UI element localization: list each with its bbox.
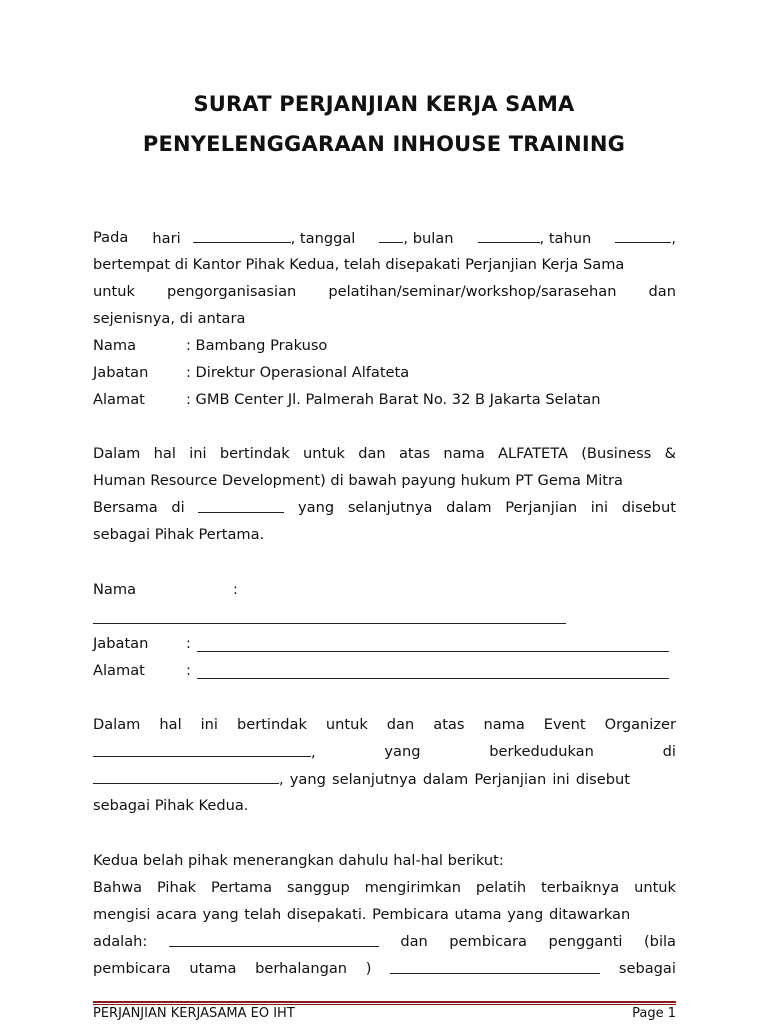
p4-line-5 <box>93 959 676 979</box>
word: di <box>171 499 185 516</box>
word: yang <box>384 743 421 760</box>
footer <box>93 1006 676 1021</box>
party1-name-row <box>93 336 676 356</box>
p3-line-3 <box>93 769 676 790</box>
p4-line-4 <box>93 932 676 952</box>
p1-line-1 <box>93 228 676 249</box>
p2-line-3 <box>93 498 676 518</box>
name-label: Nama <box>93 337 137 354</box>
eo-location-blank[interactable] <box>93 769 279 784</box>
word: , <box>671 230 676 247</box>
word: dan <box>648 283 676 300</box>
title-line-1: SURAT PERJANJIAN KERJA SAMA <box>193 92 575 116</box>
p1-line-2: bertempat di Kantor Pihak Kedua, telah disepakati Perjanjian Kerja Sama <box>93 256 625 273</box>
word: selanjutnya <box>347 499 433 516</box>
word: hal <box>159 716 182 733</box>
word: Bersama <box>93 499 158 516</box>
main-speaker-blank[interactable] <box>169 932 379 947</box>
substitute-speaker-blank[interactable] <box>390 959 600 974</box>
title-line-2: PENYELENGGARAAN INHOUSE TRAINING <box>142 132 626 156</box>
p3-line-4: sebagai Pihak Kedua. <box>93 797 249 814</box>
p4-line-1: Kedua belah pihak menerangkan dahulu hal-hal berikut: <box>93 852 504 869</box>
word: Dalam <box>93 445 141 462</box>
word: Pada <box>93 229 129 246</box>
word: mengirimkan <box>364 879 462 896</box>
word: terbaiknya <box>540 879 620 896</box>
word: untuk <box>303 445 345 462</box>
word: Organizer <box>604 716 676 733</box>
word: di <box>662 743 676 760</box>
p4-line-2 <box>93 878 676 898</box>
party2-name-row <box>93 580 676 600</box>
position-value: : Direktur Operasional Alfateta <box>186 364 410 381</box>
word: Event <box>543 716 586 733</box>
word: Pertama <box>210 879 273 896</box>
word: ini <box>200 716 218 733</box>
word: (bila <box>643 933 676 950</box>
word: sanggup <box>286 879 350 896</box>
p4-line-3: mengisi acara yang telah disepakati. Pembicara utama yang ditawarkan <box>93 906 631 923</box>
word: pelatih <box>475 879 527 896</box>
p1-line-3 <box>93 282 676 302</box>
tahun-group <box>615 228 676 249</box>
word: dan <box>358 445 386 462</box>
page-number: Page 1 <box>632 1006 676 1021</box>
word: dan <box>400 933 428 950</box>
colon: : <box>186 635 191 652</box>
word: dan <box>386 716 415 733</box>
word: ini <box>189 445 207 462</box>
word: disebut <box>621 499 676 516</box>
word: hari <box>152 230 181 247</box>
word: , tahun <box>539 230 592 247</box>
word: untuk <box>634 879 676 896</box>
word: bertindak <box>236 716 307 733</box>
name-value: : Bambang Prakuso <box>186 337 328 354</box>
address-label: Alamat <box>93 662 145 679</box>
position-blank[interactable] <box>197 637 669 652</box>
name-blank[interactable] <box>93 609 566 624</box>
word: pengorganisasian <box>166 283 297 300</box>
address-blank[interactable] <box>197 664 669 679</box>
location-blank[interactable] <box>198 498 284 513</box>
word: pelatihan/seminar/workshop/sarasehan <box>328 283 617 300</box>
line-text: , yang selanjutnya dalam Perjanjian ini disebut <box>279 771 630 788</box>
p3-line-2 <box>93 742 676 763</box>
position-label: Jabatan <box>93 635 149 652</box>
word: berhalangan <box>255 960 348 977</box>
word: bertindak <box>219 445 290 462</box>
word: , tanggal <box>290 230 356 247</box>
p3-line-1 <box>93 715 676 735</box>
bulan-group <box>478 228 592 249</box>
word: ) <box>365 960 372 977</box>
word: untuk <box>325 716 368 733</box>
word: Dalam <box>93 716 141 733</box>
eo-name-group <box>93 742 316 763</box>
p1-line-4: sejenisnya, di antara <box>93 310 246 327</box>
word: Perjanjian <box>505 499 578 516</box>
word: ALFATETA <box>498 445 568 462</box>
address-label: Alamat <box>93 391 145 408</box>
word: pembicara <box>93 960 171 977</box>
word: , bulan <box>403 230 454 247</box>
word: atas <box>398 445 431 462</box>
party1-position-row <box>93 363 676 383</box>
word: (Business <box>581 445 652 462</box>
eo-name-blank[interactable] <box>93 742 311 757</box>
address-value: : GMB Center Jl. Palmerah Barat No. 32 B Jakarta Selatan <box>186 391 601 408</box>
month-blank[interactable] <box>478 228 540 243</box>
word: nama <box>443 445 485 462</box>
word: Bahwa <box>93 879 143 896</box>
word: & <box>664 445 676 462</box>
word: yang <box>298 499 335 516</box>
p2-line-4: sebagai Pihak Pertama. <box>93 526 265 543</box>
word: berkedudukan <box>489 743 594 760</box>
p2-line-2: Human Resource Development) di bawah payung hukum PT Gema Mitra <box>93 472 623 489</box>
word: , <box>311 744 316 761</box>
word: atas <box>433 716 465 733</box>
hari-group <box>152 228 355 249</box>
word: nama <box>483 716 525 733</box>
word: pembicara <box>449 933 527 950</box>
tanggal-group <box>379 228 453 249</box>
word: adalah: <box>93 933 148 950</box>
footer-title: PERJANJIAN KERJASAMA EO IHT <box>93 1006 295 1021</box>
word: sebagai <box>618 960 676 977</box>
colon: : <box>186 662 191 679</box>
word: untuk <box>93 283 135 300</box>
word: pengganti <box>548 933 623 950</box>
colon: : <box>233 581 238 598</box>
word: Pihak <box>156 879 197 896</box>
name-label: Nama <box>93 581 137 598</box>
p2-line-1 <box>93 444 676 464</box>
word: ini <box>590 499 609 516</box>
date-blank[interactable] <box>379 228 403 243</box>
day-blank[interactable] <box>193 228 291 243</box>
word: utama <box>189 960 237 977</box>
footer-rule <box>93 1001 676 1005</box>
party1-address-row <box>93 390 676 410</box>
word: hal <box>153 445 176 462</box>
year-blank[interactable] <box>615 228 671 243</box>
position-label: Jabatan <box>93 364 149 381</box>
word: dalam <box>446 499 492 516</box>
